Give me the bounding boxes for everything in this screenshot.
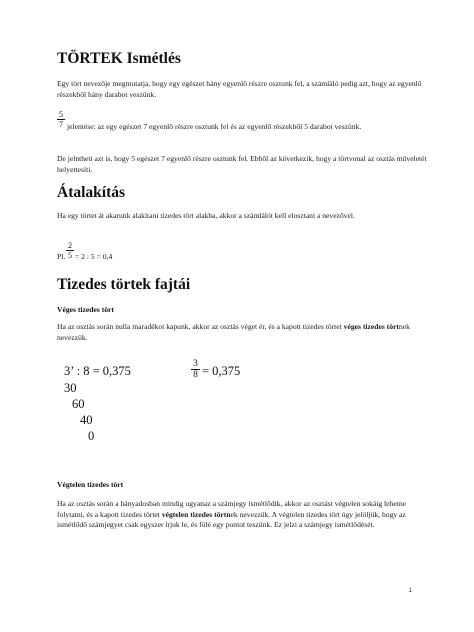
division-row: 60 (72, 397, 85, 411)
veges-text-after: nek nevezzük. (57, 322, 410, 342)
heading-atalakitas: Átalakítás (57, 184, 126, 201)
atalakitas-example-result: = 2 : 5 = 0,4 (75, 252, 113, 261)
heading-tizedes-tortek: Tizedes törtek fajtái (57, 276, 191, 293)
atalakitas-fraction (66, 241, 74, 260)
veges-text-before: Ha az osztás során nulla maradékot kapunk, akkor az osztás véget ér, és a kapott tizedes törtet (57, 322, 344, 331)
vegtelen-bold-term: végtelen tizedes törtn (161, 509, 231, 519)
fraction-numerator: 5 (59, 110, 63, 119)
division-row: 40 (80, 413, 93, 427)
division-row: 0 (88, 429, 95, 443)
division-row: 30 (64, 381, 77, 395)
atalakitas-paragraph: Ha egy törtet át akarunk alakítani tizedes tört alakba, akkor a számlálót kell elosztani a nevezővel. (57, 211, 355, 220)
paragraph-division-meaning: De jelntheti azt is, hogy 5 egészet 7 egyenlő részre osztunk fel. Ebből az következik, hogy a törtvonal az osztás műveletét helyettesíti. (57, 154, 427, 174)
fraction-numerator: 3 (193, 359, 198, 369)
vegtelen-text-after: ek nevezzük. A végtelen tizedes tört úgy jelöljük, hogy az ismétlődő számjegyet csak egyszer írjuk le, és fölé egy pontot teszünk. Ez jelzi a számjegy ismétlődését. (57, 509, 406, 530)
intro-paragraph: Egy tört nevezője megmutatja, hogy egy egészet hány egyenlő részre osztunk fel, a számláló pedig azt, hogy az egyenlő részekből hány darabot veszünk. (57, 79, 422, 99)
page-title: TÖRTEK Ismétlés (57, 50, 181, 67)
vegtelen-paragraph (57, 499, 427, 531)
division-fraction-result: = 0,375 (202, 364, 241, 378)
fraction-denominator: 5 (68, 251, 72, 260)
subheading-vegtelen: Végtelen tizedes tört (57, 480, 124, 489)
page-number: 1 (408, 587, 412, 594)
veges-bold-term: véges tizedes tört (343, 322, 399, 331)
veges-paragraph (57, 322, 427, 343)
example-explanation (57, 122, 427, 133)
subheading-veges: Véges tizedes tört (57, 305, 114, 314)
fraction-denominator: 8 (193, 370, 198, 380)
division-fraction (191, 359, 200, 380)
atalakitas-example-prefix: Pl. (57, 252, 66, 261)
fraction-numerator: 2 (68, 241, 72, 250)
example-explanation-text: jelentése: az egy egészet 7 egyenlő részre osztunk fel és az egyenlő részekből 5 darabot veszünk. (67, 122, 362, 131)
division-line: 3’ : 8 = 0,375 (64, 364, 131, 378)
vegtelen-text-before: Ha az osztás során a hányadosban mindig ugyanaz a számjegy ismétlődik, akkor az osztást végtelen sokáig lehetne folytatni, és a kapott tizedes törtet (57, 499, 406, 519)
fraction-denominator: 7 (59, 120, 63, 129)
